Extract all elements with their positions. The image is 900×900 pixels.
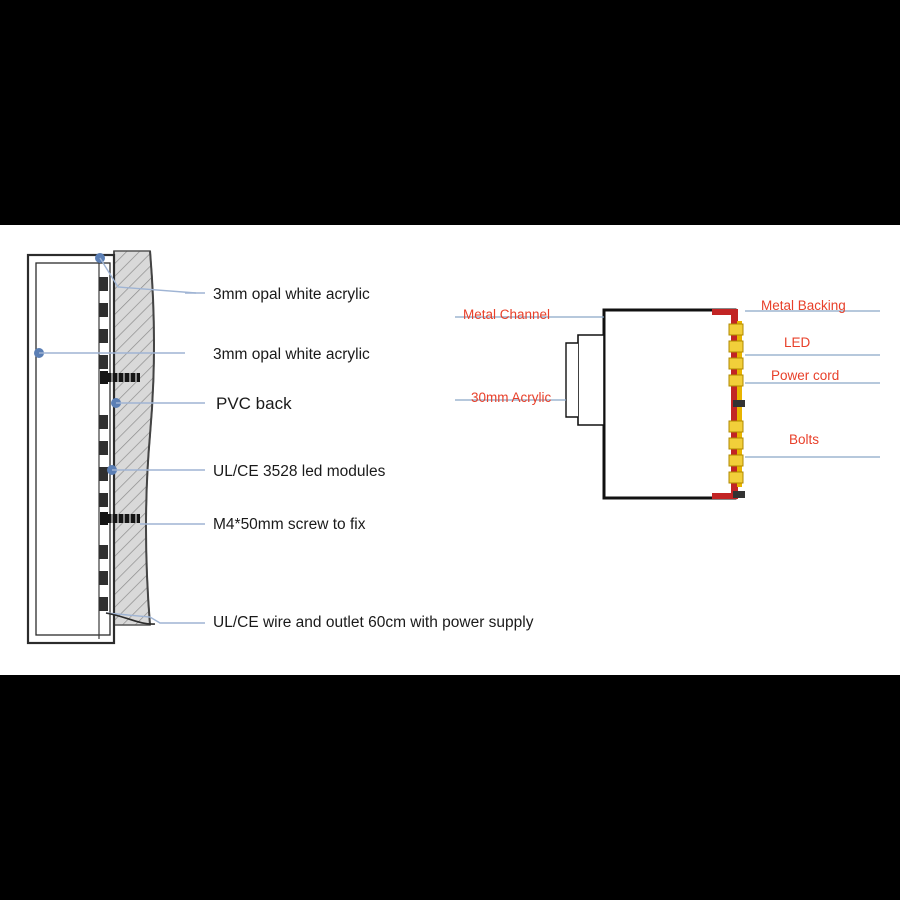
wall-hatch-group — [114, 251, 154, 625]
diagram-vector-layer — [0, 225, 900, 675]
label-bolts: Bolts — [789, 432, 820, 447]
label-led: LED — [784, 335, 811, 350]
diagram-panel — [0, 225, 900, 675]
label-metal-backing: Metal Backing — [761, 298, 846, 313]
label-30mm-acrylic: 30mm Acrylic — [471, 390, 552, 405]
label-power-cord: Power cord — [771, 368, 840, 383]
label-wire-outlet: UL/CE wire and outlet 60cm with power supply — [213, 614, 534, 631]
label-metal-channel: Metal Channel — [463, 307, 551, 322]
channel-letter-body — [566, 310, 735, 498]
led-module-blocks — [99, 277, 108, 611]
label-led-modules: UL/CE 3528 led modules — [213, 463, 386, 480]
label-acrylic-second: 3mm opal white acrylic — [213, 346, 370, 363]
label-screw: M4*50mm screw to fix — [213, 516, 366, 533]
label-pvc-back: PVC back — [216, 394, 292, 413]
label-acrylic-front: 3mm opal white acrylic — [213, 286, 370, 303]
